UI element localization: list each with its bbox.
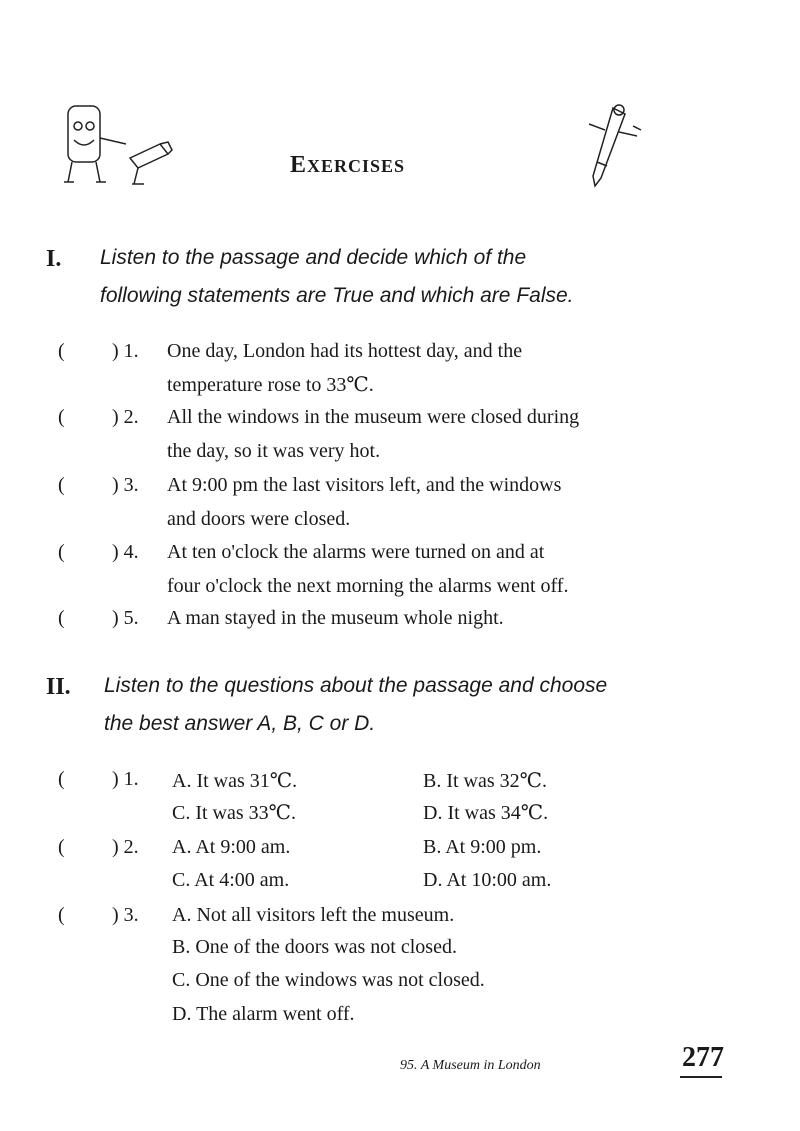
statement-line: At 9:00 pm the last visitors left, and the windows xyxy=(167,474,562,496)
item-number: ) 2. xyxy=(112,406,139,428)
statement-line: and doors were closed. xyxy=(167,508,351,530)
answer-blank-open: ( xyxy=(58,406,65,428)
cartoon-character-illustration xyxy=(60,98,180,193)
option-b: B. It was 32℃. xyxy=(423,770,548,792)
answer-blank-open: ( xyxy=(58,836,65,858)
option-c: C. At 4:00 am. xyxy=(172,869,290,891)
answer-blank-open: ( xyxy=(58,768,65,790)
answer-blank-open: ( xyxy=(58,541,65,563)
option-b: B. One of the doors was not closed. xyxy=(172,936,457,958)
statement-line: At ten o'clock the alarms were turned on and at xyxy=(167,541,545,563)
answer-blank-open: ( xyxy=(58,340,65,362)
option-d: D. At 10:00 am. xyxy=(423,869,552,891)
section-2-instruction-line-1: Listen to the questions about the passage and choose xyxy=(104,674,608,697)
option-a: A. It was 31℃. xyxy=(172,770,298,792)
item-number: ) 3. xyxy=(112,904,139,926)
statement-line: One day, London had its hottest day, and the xyxy=(167,340,523,362)
footer-lesson-title: 95. A Museum in London xyxy=(400,1058,541,1073)
option-c: C. One of the windows was not closed. xyxy=(172,969,485,991)
item-number: ) 1. xyxy=(112,768,139,790)
page-number: 277 xyxy=(682,1042,724,1073)
section-1-number: I. xyxy=(46,246,62,272)
page-number-rule xyxy=(680,1076,722,1078)
answer-blank-open: ( xyxy=(58,474,65,496)
item-number: ) 3. xyxy=(112,474,139,496)
statement-line: temperature rose to 33℃. xyxy=(167,374,374,396)
option-a: A. At 9:00 am. xyxy=(172,836,291,858)
statement-line: All the windows in the museum were closed during xyxy=(167,406,580,428)
section-1-instruction-line-1: Listen to the passage and decide which of the xyxy=(100,246,527,269)
option-d: D. It was 34℃. xyxy=(423,802,549,824)
pencil-character-illustration xyxy=(575,100,650,190)
item-number: ) 5. xyxy=(112,607,139,629)
option-d: D. The alarm went off. xyxy=(172,1003,355,1025)
page-title: EXERCISES xyxy=(290,152,406,178)
option-a: A. Not all visitors left the museum. xyxy=(172,904,455,926)
section-2-number: II. xyxy=(46,674,71,700)
section-1-instruction-line-2: following statements are True and which are False. xyxy=(100,284,574,307)
option-b: B. At 9:00 pm. xyxy=(423,836,542,858)
statement-line: the day, so it was very hot. xyxy=(167,440,381,462)
answer-blank-open: ( xyxy=(58,904,65,926)
option-c: C. It was 33℃. xyxy=(172,802,297,824)
answer-blank-open: ( xyxy=(58,607,65,629)
item-number: ) 1. xyxy=(112,340,139,362)
section-2-instruction-line-2: the best answer A, B, C or D. xyxy=(104,712,376,735)
statement-line: A man stayed in the museum whole night. xyxy=(167,607,504,629)
item-number: ) 4. xyxy=(112,541,139,563)
item-number: ) 2. xyxy=(112,836,139,858)
statement-line: four o'clock the next morning the alarms went off. xyxy=(167,575,569,597)
